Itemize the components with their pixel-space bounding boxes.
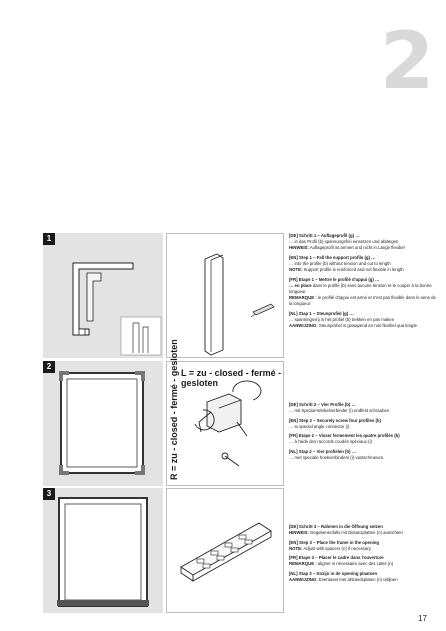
instruction-bold-text: NOTE:	[289, 545, 303, 551]
instruction-text: Support profile is reinforced and not flexible in length	[302, 266, 404, 272]
instruction-bold-text: REMARQUE :	[289, 294, 317, 300]
instruction-text: … into the profile (b) without tension and cut to length	[289, 260, 391, 266]
instruction-bold-text: … en place	[289, 282, 312, 288]
step1-profile-panel	[43, 233, 163, 358]
instruction-bold-text: HINWEIS:	[289, 530, 309, 536]
instruction-bold-text: [NL] Stap 1 – Steunprofiel (g) …	[289, 310, 354, 316]
instruction-bold-text: AANWIJZING:	[289, 577, 318, 583]
instruction-text: Eventueel met afstandsplaten (n) uitlijnen	[317, 577, 398, 583]
instruction-text: Steunprofiel is gewapend en niet flexibel qua lengte	[317, 322, 418, 328]
instruction-text: … to special angle connector (i)	[289, 423, 350, 429]
step-number-graphic: 2	[380, 17, 435, 107]
instruction-text: … mit Spezial-Winkelverbinder (i) endfest schrauben	[289, 408, 390, 414]
instruction-paragraph	[289, 555, 439, 567]
instruction-paragraph	[289, 418, 439, 430]
step1-support-panel	[166, 233, 284, 358]
step3-spacer-panel	[166, 488, 284, 613]
instruction-paragraph	[289, 277, 439, 307]
instruction-bold-text: [FR] Etape 1 – Mettre le profilé d'appui (g) …	[289, 276, 380, 282]
profile-illustration	[43, 233, 163, 358]
instruction-bold-text: AANWIJZING:	[289, 322, 318, 328]
instruction-bold-text: HINWEIS:	[289, 245, 309, 251]
instruction-paragraph	[289, 540, 439, 552]
step2-instructions	[289, 402, 439, 465]
instruction-bold-text: REMARQUE :	[289, 561, 317, 567]
instruction-paragraph	[289, 402, 439, 414]
instruction-bold-text: [EN] Step 1 – Fall the support profile (g) …	[289, 254, 376, 260]
instruction-bold-text: [DE] Schritt 1 – Auflageprofil (g) …	[289, 233, 360, 238]
step3-frame-panel	[43, 488, 163, 613]
frame-opening-illustration	[43, 488, 163, 613]
step3-instructions	[289, 524, 439, 587]
instruction-bold-text: [NL] Stap 2 – Vier profielen (b) …	[289, 449, 357, 455]
instruction-paragraph	[289, 233, 439, 251]
instruction-paragraph	[289, 571, 439, 583]
frame-corners-illustration	[43, 361, 163, 486]
instruction-bold-text: [EN] Step 2 – Securely screw four profiles (b)	[289, 417, 381, 423]
instruction-bold-text: [EN] Step 3 – Place the frame in the opening	[289, 539, 380, 545]
instruction-paragraph	[289, 433, 439, 445]
instruction-text: Auflageprofil ist armiert und nicht in Länge flexibel	[308, 245, 405, 251]
instruction-text: le profilé d'appui est armé et n'est pas flexible dans le sens de la longueur	[289, 294, 436, 306]
instruction-bold-text: [DE] Schritt 2 – Vier Profile (b) …	[289, 402, 356, 407]
instruction-text: … à l'aide des raccords coudés spéciaux (i)	[289, 439, 372, 445]
instruction-paragraph	[289, 255, 439, 273]
spacer-plate-illustration	[167, 489, 283, 612]
closed-label-horizontal: L = zu - closed - fermé - gesloten	[181, 368, 282, 388]
instruction-text: … met speciale hoekverbinders (i) vastschroeven.	[289, 455, 385, 461]
instruction-paragraph	[289, 311, 439, 329]
instruction-text: … spanningsvrij in het profiel (b) trekken en pas maken	[289, 316, 395, 322]
instruction-text: aligner si nécessaire avec des cales (n)	[316, 561, 394, 567]
page-number: 17	[418, 614, 427, 623]
support-profile-illustration	[167, 234, 283, 357]
instruction-bold-text: NOTE:	[289, 266, 303, 272]
step2-connector-panel	[166, 339, 284, 486]
instruction-bold-text: [FR] Etape 3 – Placer le cadre dans l'ouverture	[289, 555, 384, 561]
step1-instructions	[289, 233, 439, 332]
step1-badge: 1	[43, 233, 55, 245]
step2-frame-panel	[43, 361, 163, 486]
closed-label-vertical: R = zu - closed - fermé - gesloten	[169, 339, 179, 480]
instruction-text: Gegebenenfalls mit Distanzplatten (n) ausrichten	[308, 530, 403, 536]
instruction-bold-text: [NL] Stap 3 – Kozijn in de opening plaatsen	[289, 571, 378, 577]
instruction-bold-text: [DE] Schritt 3 – Rahmen in die Öffnung setzen	[289, 524, 383, 529]
instruction-paragraph	[289, 449, 439, 461]
instruction-text: … in das Profil (b) spannungsfrei einsetzen und ablängen	[289, 239, 399, 245]
instruction-text: dans le profilé (b) sans aucune tension et le couper à la bonne longueur	[289, 282, 432, 294]
instruction-text: Adjust with spacers (n) if necessary	[302, 545, 371, 551]
step3-badge: 3	[43, 488, 55, 500]
step2-badge: 2	[43, 361, 55, 373]
instruction-paragraph	[289, 524, 439, 536]
instruction-bold-text: [FR] Etape 2 – Visser fermement les quatre profilés (b)	[289, 433, 400, 439]
